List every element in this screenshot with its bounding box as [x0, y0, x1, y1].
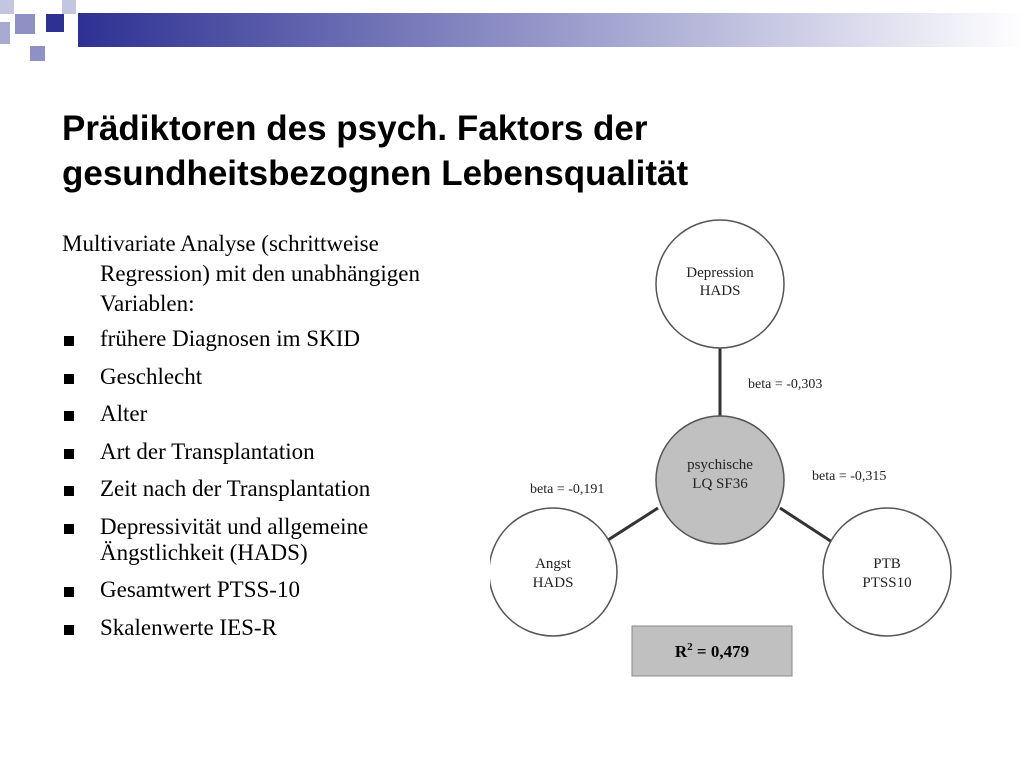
- list-item: Depressivität und allgemeine Ängstlichkeit (HADS): [62, 514, 482, 566]
- r-squared-superscript: 2: [687, 641, 693, 653]
- beta-ptb-label: beta = -0,315: [812, 469, 887, 484]
- list-item: Zeit nach der Transplantation: [62, 476, 482, 502]
- list-item: frühere Diagnosen im SKID: [62, 326, 482, 352]
- slide-title-line2: gesundheitsbezognen Lebensqualität: [62, 154, 689, 193]
- variable-list: [62, 326, 482, 652]
- r-squared-symbol: R: [674, 642, 688, 661]
- slide-title-line1: Prädiktoren des psych. Faktors der: [62, 109, 648, 148]
- header-gradient-bar: [78, 13, 1024, 47]
- slide-title: [62, 106, 942, 196]
- r-squared-box: [632, 626, 792, 676]
- list-item: Gesamtwert PTSS-10: [62, 577, 482, 603]
- list-item: Art der Transplantation: [62, 439, 482, 465]
- node-ptb-label-1: PTB: [873, 556, 901, 572]
- node-ptb-label-2: PTSS10: [862, 575, 912, 591]
- header-square-decoration: [30, 46, 45, 61]
- r-squared-label: [675, 641, 749, 661]
- beta-angst-label: beta = -0,191: [530, 482, 605, 497]
- edge-ptb-center: [780, 508, 832, 542]
- list-item: Geschlecht: [62, 364, 482, 390]
- header-square-decoration: [0, 0, 14, 14]
- header-square-decoration: [15, 14, 35, 34]
- r-squared-value: = 0,479: [692, 642, 750, 661]
- node-depression: [656, 220, 784, 348]
- beta-depression-label: beta = -0,303: [748, 377, 823, 392]
- list-item: Alter: [62, 401, 482, 427]
- node-ptb: [823, 508, 951, 636]
- node-depression-label-2: HADS: [699, 283, 741, 299]
- header-square-decoration: [62, 0, 76, 14]
- node-center-label-2: LQ SF36: [692, 476, 748, 492]
- node-depression-label-1: Depression: [686, 265, 754, 281]
- node-angst: [490, 508, 617, 636]
- header-square-decoration: [46, 14, 64, 32]
- header-square-decoration: [0, 22, 10, 44]
- regression-diagram: [490, 218, 960, 678]
- edge-angst-center: [608, 508, 658, 540]
- list-item: Skalenwerte IES-R: [62, 615, 482, 641]
- intro-text: Multivariate Analyse (schrittweise Regression) mit den unabhängigen Variablen:: [62, 231, 421, 316]
- node-angst-label-1: Angst: [535, 556, 571, 572]
- node-center-label-1: psychische: [687, 457, 753, 473]
- node-angst-label-2: HADS: [532, 575, 574, 591]
- node-center: [656, 416, 784, 544]
